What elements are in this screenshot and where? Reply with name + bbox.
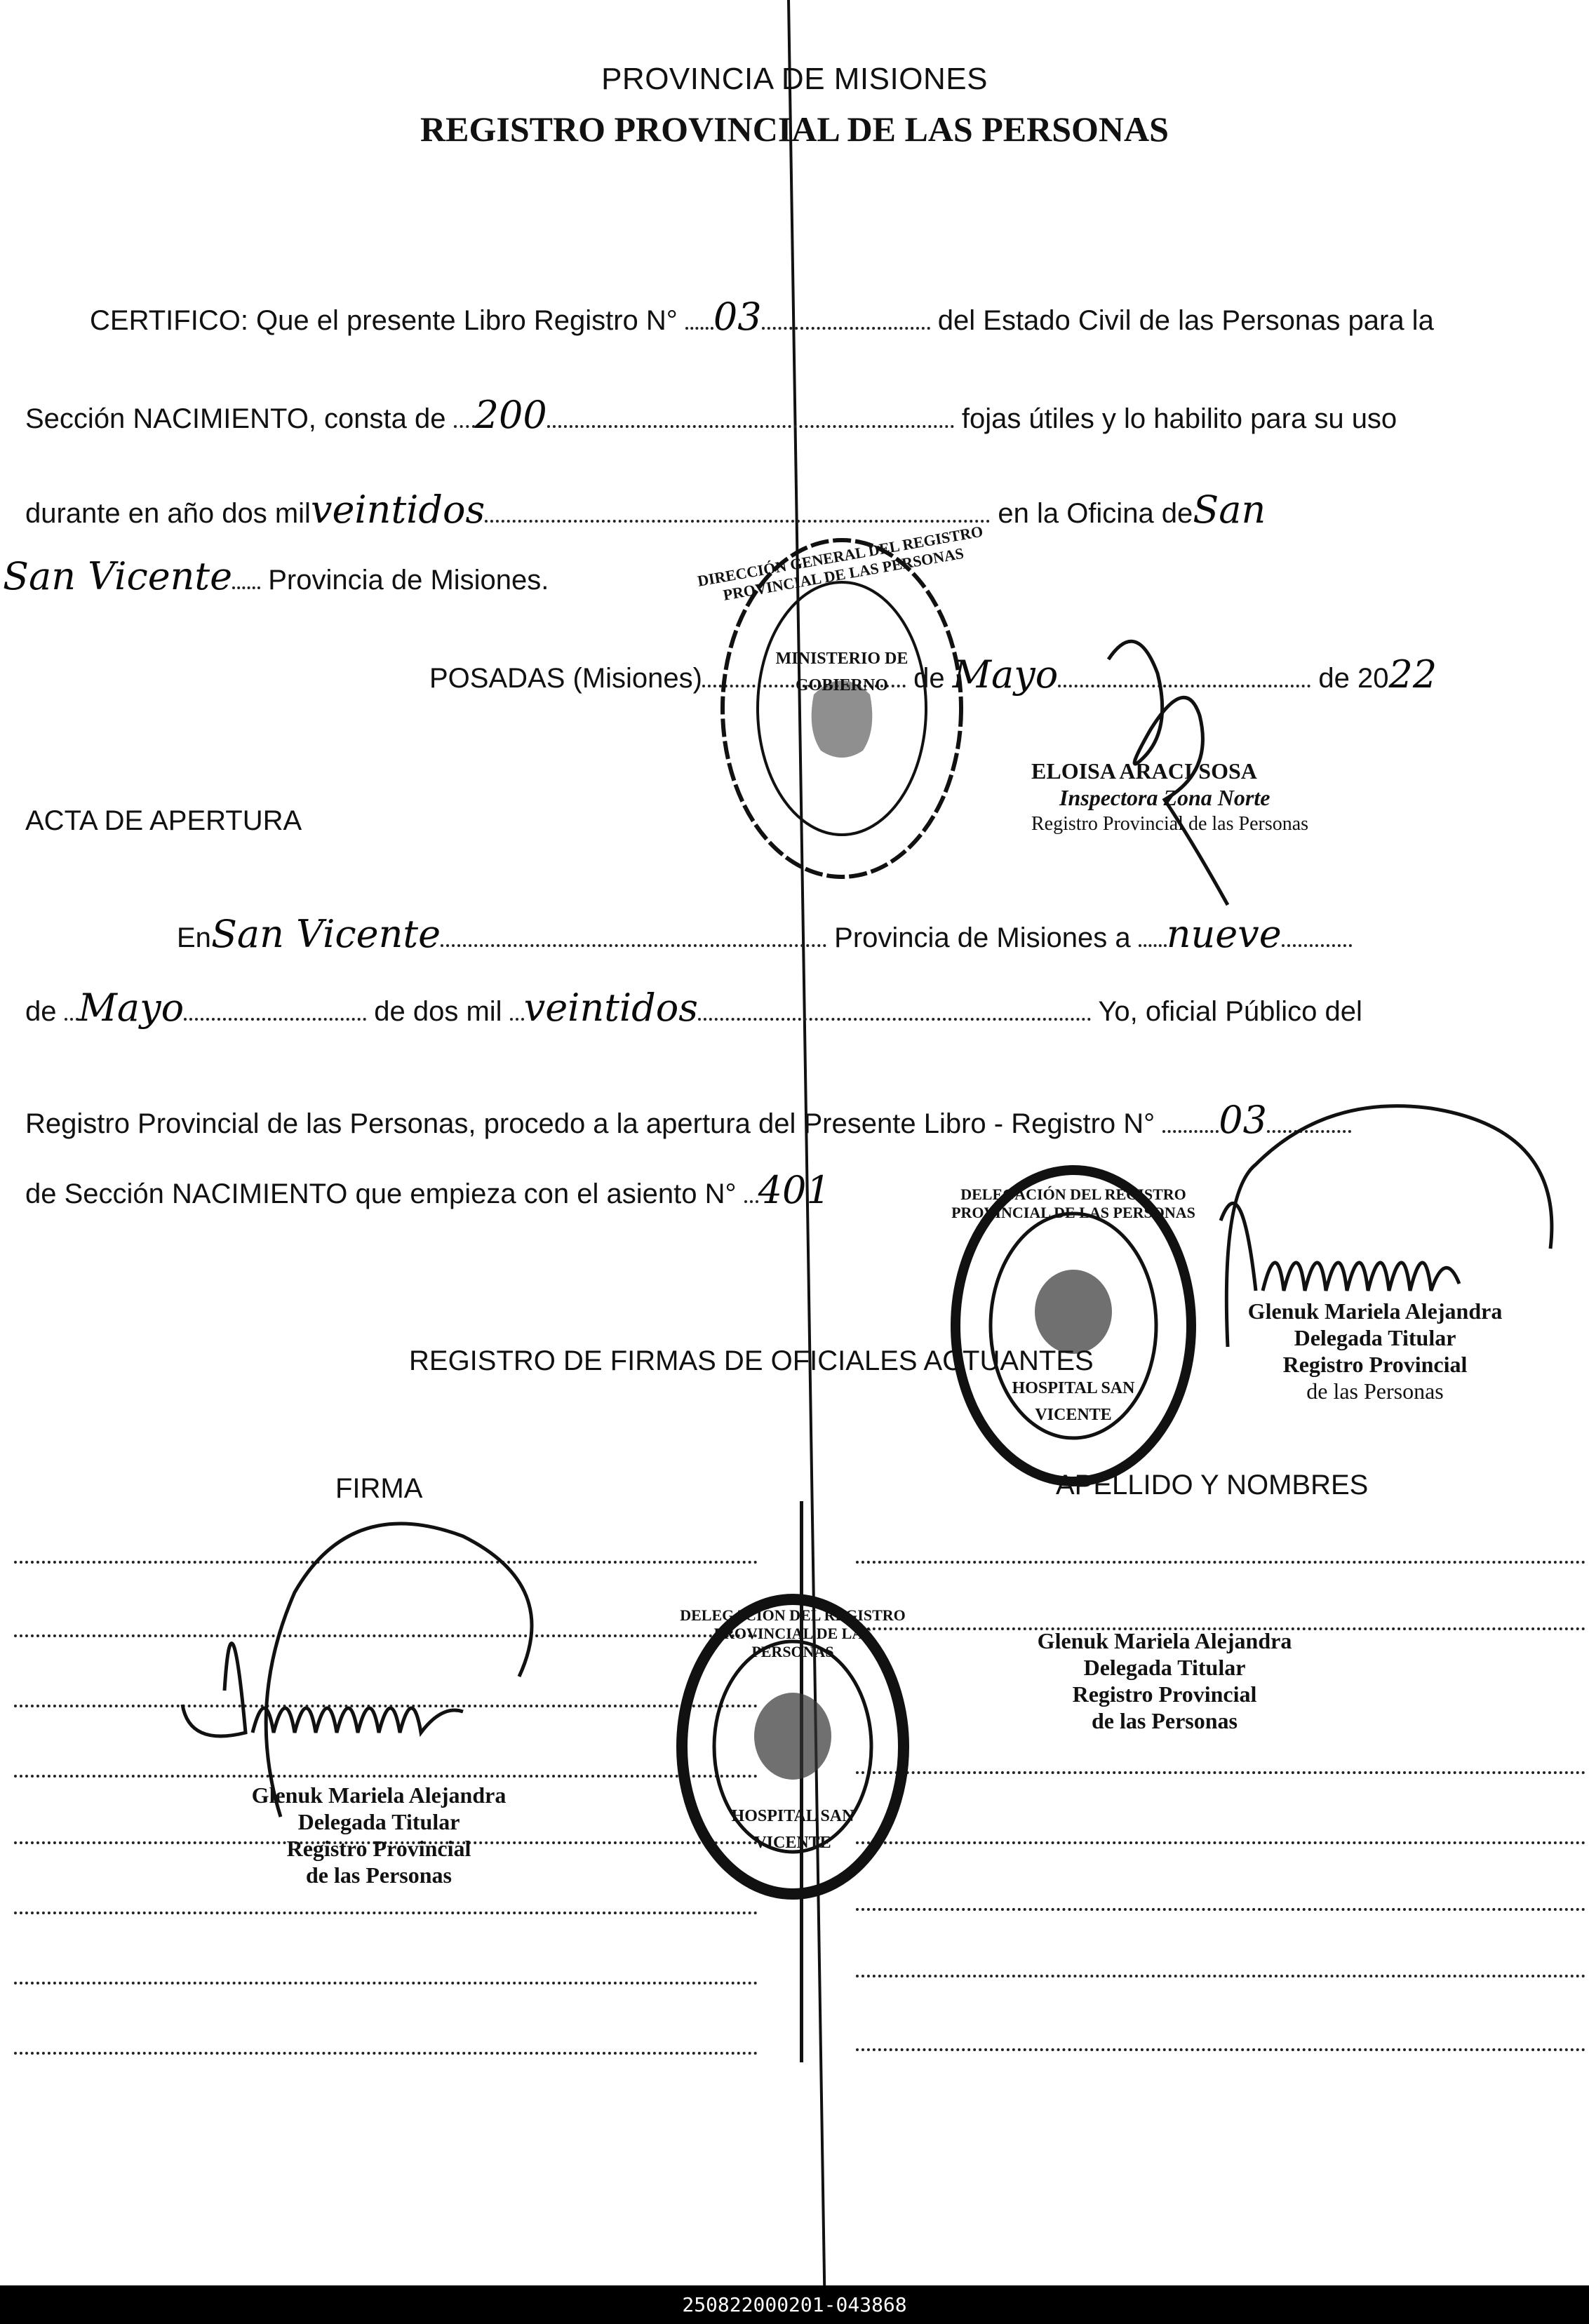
official-left-org1: Registro Provincial [286, 1836, 471, 1861]
cert-text: POSADAS (Misiones) [429, 663, 702, 694]
cert-text: CERTIFICO: Que el presente Libro Registro N° [90, 305, 678, 336]
document-id-footer: 250822000201-043868 [0, 2285, 1589, 2324]
cert-text: de 20 [1318, 663, 1389, 694]
official-right-name: Glenuk Mariela Alejandra [1037, 1628, 1292, 1653]
scan-line [787, 0, 826, 2285]
official-top-role: Inspectora Zona Norte [1059, 785, 1270, 810]
cert-text: Provincia de Misiones. [268, 565, 549, 596]
signature-glenuk-left [168, 1494, 561, 1831]
official-mid-org1: Registro Provincial [1282, 1352, 1468, 1377]
stamp-inner-text: MINISTERIO DE GOBIERNO [775, 650, 909, 694]
cert-text: fojas útiles y lo habilito para su uso [961, 403, 1397, 434]
acta-text: de dos mil [374, 996, 502, 1027]
official-top-name: ELOISA ARACI SOSA [1031, 758, 1257, 784]
handwritten-year-2: veintidos [523, 986, 698, 1030]
nombre-row-line [856, 1771, 1585, 1774]
official-right-org2: de las Personas [1092, 1708, 1238, 1733]
acta-text: Yo, oficial Público del [1098, 996, 1362, 1027]
official-top-block [1031, 758, 1354, 838]
official-mid-block [1193, 1298, 1557, 1404]
handwritten-book-number: 03 [713, 295, 762, 339]
cert-text: en la Oficina de [998, 498, 1193, 529]
official-left-name: Glenuk Mariela Alejandra [251, 1782, 507, 1808]
handwritten-book-number-2: 03 [1219, 1098, 1267, 1142]
official-mid-name: Glenuk Mariela Alejandra [1247, 1298, 1503, 1324]
official-left-block [203, 1782, 554, 1888]
official-top-org: Registro Provincial de las Personas [1031, 813, 1309, 835]
firma-row-line [14, 1912, 758, 1914]
stamp-inner-text: HOSPITAL SAN VICENTE [1012, 1379, 1135, 1424]
col-firma-header: FIRMA [335, 1473, 423, 1504]
cert-text: de [913, 663, 945, 694]
firma-row-line [14, 2052, 758, 2055]
official-mid-role: Delegada Titular [1294, 1325, 1456, 1350]
cert-line-2 [25, 393, 1397, 437]
stamp-ring-text: DELEGACIÓN DEL REGISTRO PROVINCIAL DE LAS PERSONAS [951, 1185, 1195, 1221]
cert-text: durante en año dos mil [25, 498, 311, 529]
handwritten-month-2: Mayo [78, 986, 185, 1030]
nombre-row-line [856, 1841, 1585, 1844]
handwritten-entry-number: 401 [758, 1168, 831, 1212]
handwritten-office: San [1193, 488, 1266, 532]
handwritten-year-digits: 22 [1388, 652, 1437, 697]
cert-text: Sección NACIMIENTO, consta de [25, 403, 446, 434]
acta-text: Provincia de Misiones a [834, 922, 1131, 953]
nombre-row-line [856, 1908, 1585, 1911]
oval-stamp-registry [696, 522, 984, 884]
nombre-row-line [856, 1975, 1585, 1977]
official-right-block [989, 1627, 1340, 1734]
acta-text: Registro Provincial de las Personas, procedo a la apertura del Presente Libro - Registro N° [25, 1108, 1155, 1139]
handwritten-office-2: San Vicente [3, 554, 233, 598]
cert-line-3 [25, 488, 1266, 532]
acta-text: de [25, 996, 57, 1027]
acta-line-3 [25, 1098, 1351, 1142]
oval-stamp-delegation-bottom [673, 1592, 912, 1901]
acta-text: En [177, 922, 211, 953]
stamp-ring-text: DIRECCIÓN GENERAL DEL REGISTRO PROVINCIAL DE LAS PERSONAS [696, 522, 984, 604]
col-nombres-header: APELLIDO Y NOMBRES [1056, 1470, 1369, 1500]
handwritten-pages: 200 [474, 393, 547, 437]
official-left-role: Delegada Titular [297, 1809, 460, 1834]
firma-row-line [14, 1982, 758, 1984]
stamp-ring-text: DELEGACIÓN DEL REGISTRO PROVINCIAL DE LAS PERSONAS [680, 1606, 906, 1660]
acta-text: de Sección NACIMIENTO que empieza con el asiento N° [25, 1178, 737, 1209]
official-right-role: Delegada Titular [1083, 1655, 1246, 1680]
handwritten-day: nueve [1166, 912, 1282, 956]
registry-heading: REGISTRO PROVINCIAL DE LAS PERSONAS [420, 109, 1169, 149]
handwritten-year: veintidos [310, 488, 485, 532]
stamp-inner-text: HOSPITAL SAN VICENTE [731, 1807, 854, 1852]
nombre-row-line [856, 1561, 1585, 1564]
acta-title: ACTA DE APERTURA [25, 805, 302, 836]
cert-line-4 [3, 554, 549, 598]
acta-line-1 [177, 912, 1352, 956]
acta-line-4 [25, 1168, 831, 1212]
handwritten-month: Mayo [952, 652, 1059, 697]
handwritten-city: San Vicente [210, 912, 441, 956]
firmas-title: REGISTRO DE FIRMAS DE OFICIALES ACTUANTES [409, 1345, 1094, 1376]
official-left-org2: de las Personas [306, 1862, 452, 1888]
acta-line-2 [25, 986, 1362, 1030]
nombre-row-line [856, 2048, 1585, 2051]
cert-text: del Estado Civil de las Personas para la [937, 305, 1434, 336]
official-right-org1: Registro Provincial [1072, 1681, 1257, 1707]
official-mid-org2: de las Personas [1306, 1378, 1444, 1404]
cert-line-1 [90, 295, 1434, 339]
oval-stamp-delegation [947, 1164, 1200, 1487]
province-heading: PROVINCIA DE MISIONES [601, 62, 988, 96]
